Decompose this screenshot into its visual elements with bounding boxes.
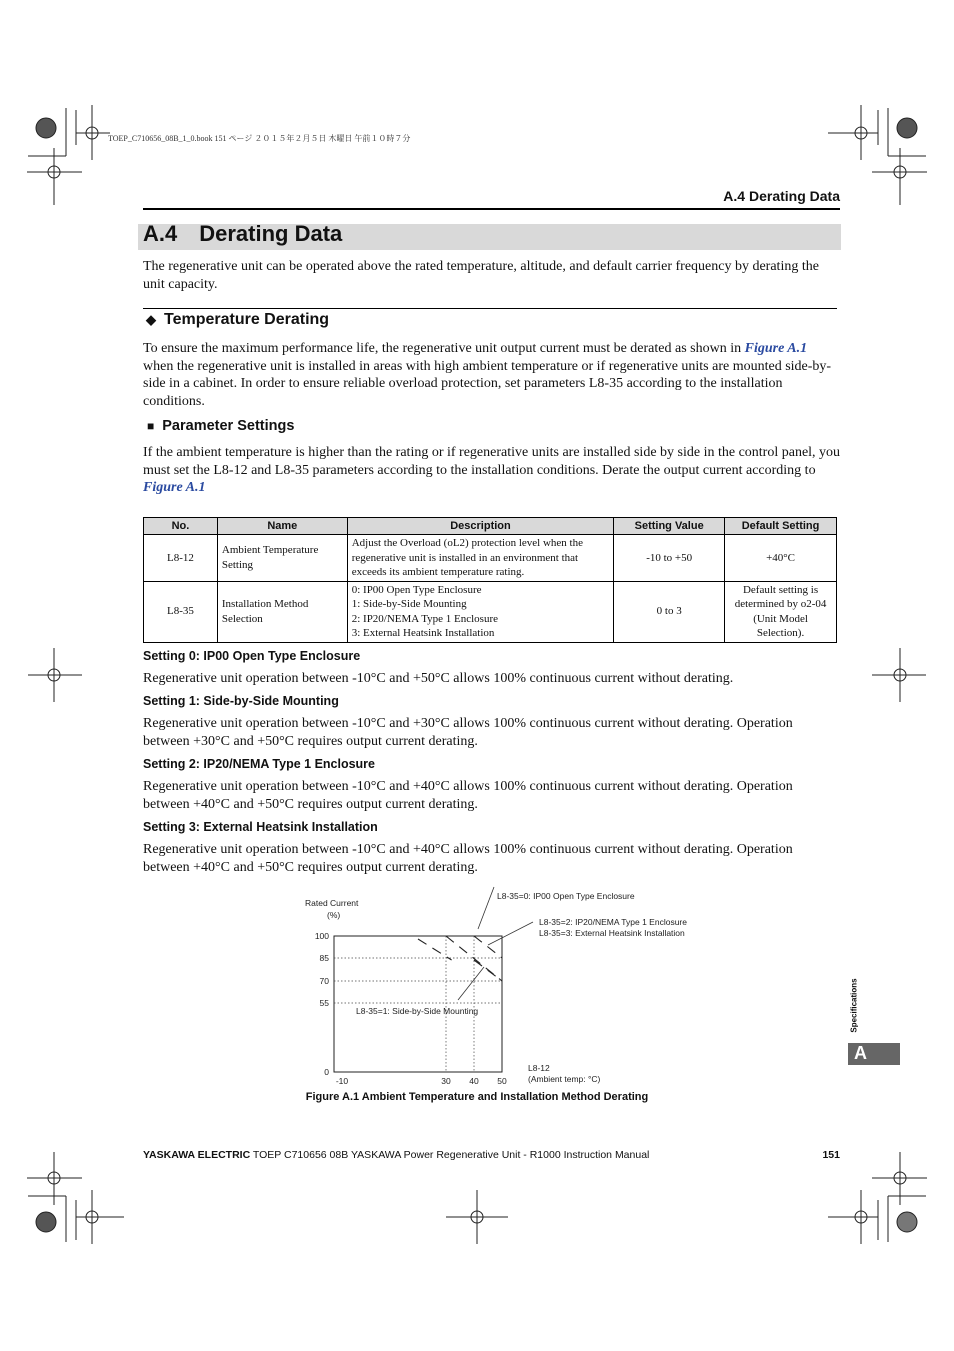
callout-leader xyxy=(458,967,484,1000)
setting-2-heading: Setting 2: IP20/NEMA Type 1 Enclosure xyxy=(143,757,376,771)
parameter-settings-heading: ■ Parameter Settings xyxy=(147,418,295,434)
column-header: Description xyxy=(347,518,614,535)
temperature-derating-heading: ◆ Temperature Derating xyxy=(146,311,330,328)
footer-brand: YASKAWA ELECTRIC xyxy=(143,1149,251,1161)
callout-setting-1: L8-35=1: Side-by-Side Mounting xyxy=(356,1006,479,1016)
y-tick-label: 100 xyxy=(314,931,329,941)
appendix-tab: A xyxy=(848,1043,900,1065)
footer xyxy=(143,1149,649,1161)
chart-series xyxy=(334,936,502,981)
cell-description: Adjust the Overload (oL2) protection level when the regenerative unit is installed in an environment that exceeds its ambient temperature rating. xyxy=(347,535,614,582)
setting-3-heading: Setting 3: External Heatsink Installation xyxy=(143,820,378,834)
side-tab-label: Specifications xyxy=(849,978,859,1033)
series-line xyxy=(474,936,502,958)
temperature-derating-paragraph: To ensure the maximum performance life, the regenerative unit output current must be derated as shown in Figure A.1 when the regenerative unit is installed in areas with high ambient temperature or if regenerative units are mounted side-by-side in a cabinet. In order to ensure reliable overload protection, set parameters L8-35 according to the installation conditions. xyxy=(143,341,832,409)
square-bullet-icon: ■ xyxy=(147,419,155,433)
y-axis-label: Rated Current xyxy=(305,898,359,908)
cell-setting-value: -10 to +50 xyxy=(614,535,725,582)
figure-link[interactable]: Figure A.1 xyxy=(744,341,808,356)
x-axis-unit: (Ambient temp: °C) xyxy=(528,1074,601,1084)
cell-name: Ambient Temperature Setting xyxy=(217,535,347,582)
setting-3-text: Regenerative unit operation between -10°C and +40°C allows 100% continuous current without derating. Operation between +40°C and +50°C requires output current derating. xyxy=(143,842,793,875)
setting-1-text: Regenerative unit operation between -10°C and +30°C allows 100% continuous current without derating. Operation between +30°C and +50°C requires output current derating. xyxy=(143,716,793,749)
option-line: 0: IP00 Open Type Enclosure xyxy=(351,583,482,596)
cell-default: Default setting is determined by o2-04 (Unit Model Selection). xyxy=(725,581,837,642)
cell-default: +40°C xyxy=(725,535,837,582)
setting-1-heading: Setting 1: Side-by-Side Mounting xyxy=(143,694,339,708)
setting-0-heading: Setting 0: IP00 Open Type Enclosure xyxy=(143,649,361,663)
cell-no: L8-35 xyxy=(144,581,218,642)
x-tick-label: 50 xyxy=(497,1076,507,1086)
y-tick-label: 70 xyxy=(319,976,329,986)
parameter-settings-paragraph: If the ambient temperature is higher than the rating or if regenerative units are installed side by side in the control panel, you must set the L8-12 and L8-35 parameters according to the installation conditions. Derate the output current according to Figure A.1 xyxy=(143,445,841,495)
chart-frame xyxy=(334,936,502,1072)
series-line-side-by-side xyxy=(418,939,452,960)
x-tick-label: 40 xyxy=(469,1076,479,1086)
intro-paragraph: The regenerative unit can be operated above the rated temperature, altitude, and default carrier frequency by derating the unit capacity. xyxy=(143,259,819,292)
column-header: No. xyxy=(144,518,218,535)
option-line: 1: Side-by-Side Mounting xyxy=(351,598,467,610)
callout-leader xyxy=(488,922,533,945)
y-tick-label: 55 xyxy=(319,998,329,1008)
book-info-line: TOEP_C710656_08B_1_0.book 151 ページ ２０１５年２月５日 木曜日 午前１０時７分 xyxy=(108,134,411,143)
y-tick-label: 85 xyxy=(319,953,329,963)
page-number: 151 xyxy=(822,1149,840,1161)
section-number: A.4 xyxy=(143,221,178,246)
option-line: 3: External Heatsink Installation xyxy=(351,627,495,639)
running-header: A.4 Derating Data xyxy=(723,188,840,204)
cell-name: Installation Method Selection xyxy=(217,581,347,642)
cell-setting-value: 0 to 3 xyxy=(614,581,725,642)
callout-setting-0: L8-35=0: IP00 Open Type Enclosure xyxy=(497,891,635,901)
column-header: Default Setting xyxy=(725,518,837,535)
callout-setting-2: L8-35=2: IP20/NEMA Type 1 Enclosure xyxy=(539,917,687,927)
diamond-icon: ◆ xyxy=(146,312,156,327)
x-tick-label: -10 xyxy=(335,1076,349,1086)
figure-caption: Figure A.1 Ambient Temperature and Installation Method Derating xyxy=(305,1091,649,1103)
x-tick-label: 30 xyxy=(441,1076,451,1086)
cell-no: L8-12 xyxy=(144,535,218,582)
figure-link[interactable]: Figure A.1 xyxy=(143,480,206,495)
callout-setting-3: L8-35=3: External Heatsink Installation xyxy=(539,928,685,938)
footer-doc-title: TOEP C710656 08B YASKAWA Power Regenerative Unit - R1000 Instruction Manual xyxy=(250,1149,650,1161)
callout-leader xyxy=(478,887,494,929)
y-axis-unit: (%) xyxy=(327,910,341,920)
section-title: Derating Data xyxy=(199,221,343,246)
series-line-side-by-side-derate xyxy=(474,960,502,981)
option-line: 2: IP20/NEMA Type 1 Enclosure xyxy=(351,612,499,625)
column-header: Setting Value xyxy=(614,518,725,535)
setting-2-text: Regenerative unit operation between -10°C and +40°C allows 100% continuous current without derating. Operation between +40°C and +50°C requires output current derating. xyxy=(143,779,793,812)
plot-area xyxy=(334,936,502,1072)
x-axis-label: L8-12 xyxy=(528,1063,550,1073)
setting-0-text: Regenerative unit operation between -10°C and +50°C allows 100% continuous current without derating. xyxy=(143,671,734,686)
y-tick-label: 0 xyxy=(324,1067,329,1077)
column-header: Name xyxy=(217,518,347,535)
